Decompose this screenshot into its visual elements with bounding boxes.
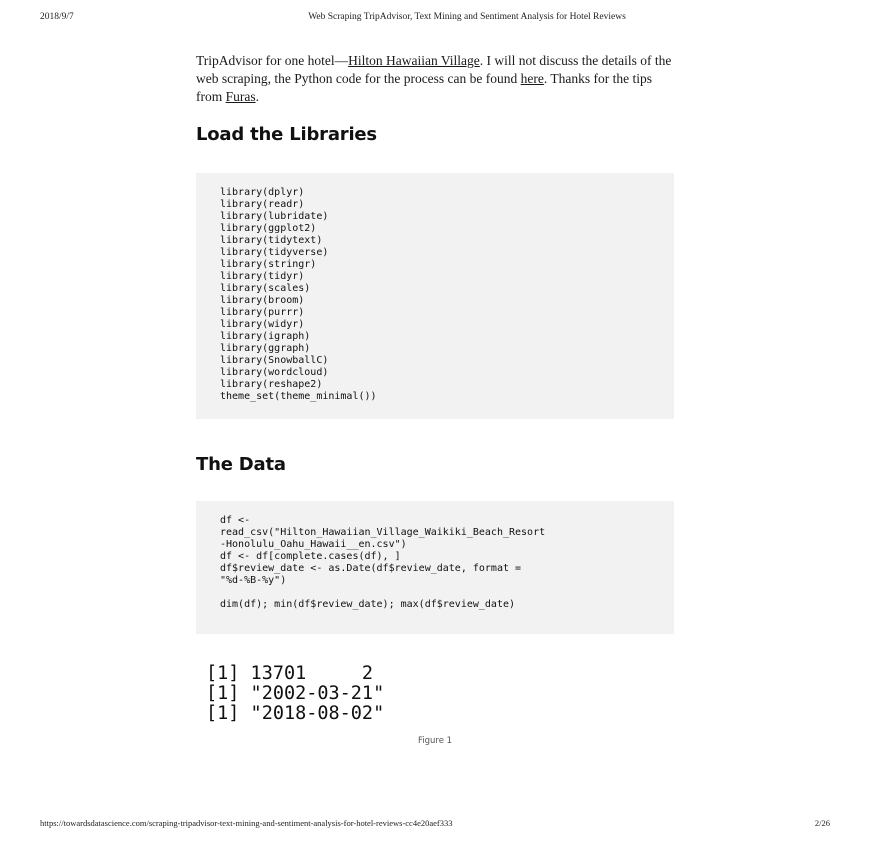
intro-paragraph [196, 52, 674, 106]
furas-link[interactable]: Furas [225, 89, 256, 104]
intro-text-4: . [255, 89, 259, 104]
here-link[interactable]: here [520, 71, 544, 86]
print-date: 2018/9/7 [40, 12, 74, 22]
page-number: 2/26 [814, 818, 830, 828]
libraries-code: library(dplyr) library(readr) library(lubridate) library(ggplot2) library(tidytext) library(tidyverse) library(stringr) library(tidyr) library(scales) library(broom) library(purrr) library(widyr) library(igraph) library(ggraph) library(SnowballC) library(wordcloud) library(reshape2) theme_set(theme_minimal()) [220, 187, 377, 402]
intro-text-2: . I will not discuss the details of the web scraping, the Python code for the process can be found [196, 53, 672, 86]
print-url: https://towardsdatascience.com/scraping-tripadvisor-text-mining-and-sentiment-analysis-for-hotel-reviews-cc4e20aef333 [40, 818, 453, 828]
data-code-block [196, 501, 674, 634]
intro-text-3: . Thanks for the tips from [196, 71, 653, 104]
print-header [40, 12, 830, 26]
figure-1-output: [1] 13701 2 [1] "2002-03-21" [1] "2018-08-02" [206, 663, 385, 724]
data-code: df <- read_csv("Hilton_Hawaiian_Village_Waikiki_Beach_Resort -Honolulu_Oahu_Hawaii__en.csv") df <- df[complete.cases(df), ] df$review_date <- as.Date(df$review_date, format = "%d-%B-%y") dim(df); min(df$review_date); max(df$review_date) [220, 515, 546, 610]
print-footer [40, 818, 830, 830]
figure-1-caption: Figure 1 [417, 736, 453, 746]
load-libraries-heading: Load the Libraries [196, 124, 377, 145]
libraries-code-block [196, 173, 674, 419]
the-data-heading: The Data [196, 454, 286, 475]
intro-text-1: TripAdvisor for one hotel— [196, 53, 349, 68]
print-title: Web Scraping TripAdvisor, Text Mining and Sentiment Analysis for Hotel Reviews [308, 12, 626, 22]
article-content [196, 52, 674, 746]
hilton-hawaiian-village-link[interactable]: Hilton Hawaiian Village [348, 53, 480, 68]
